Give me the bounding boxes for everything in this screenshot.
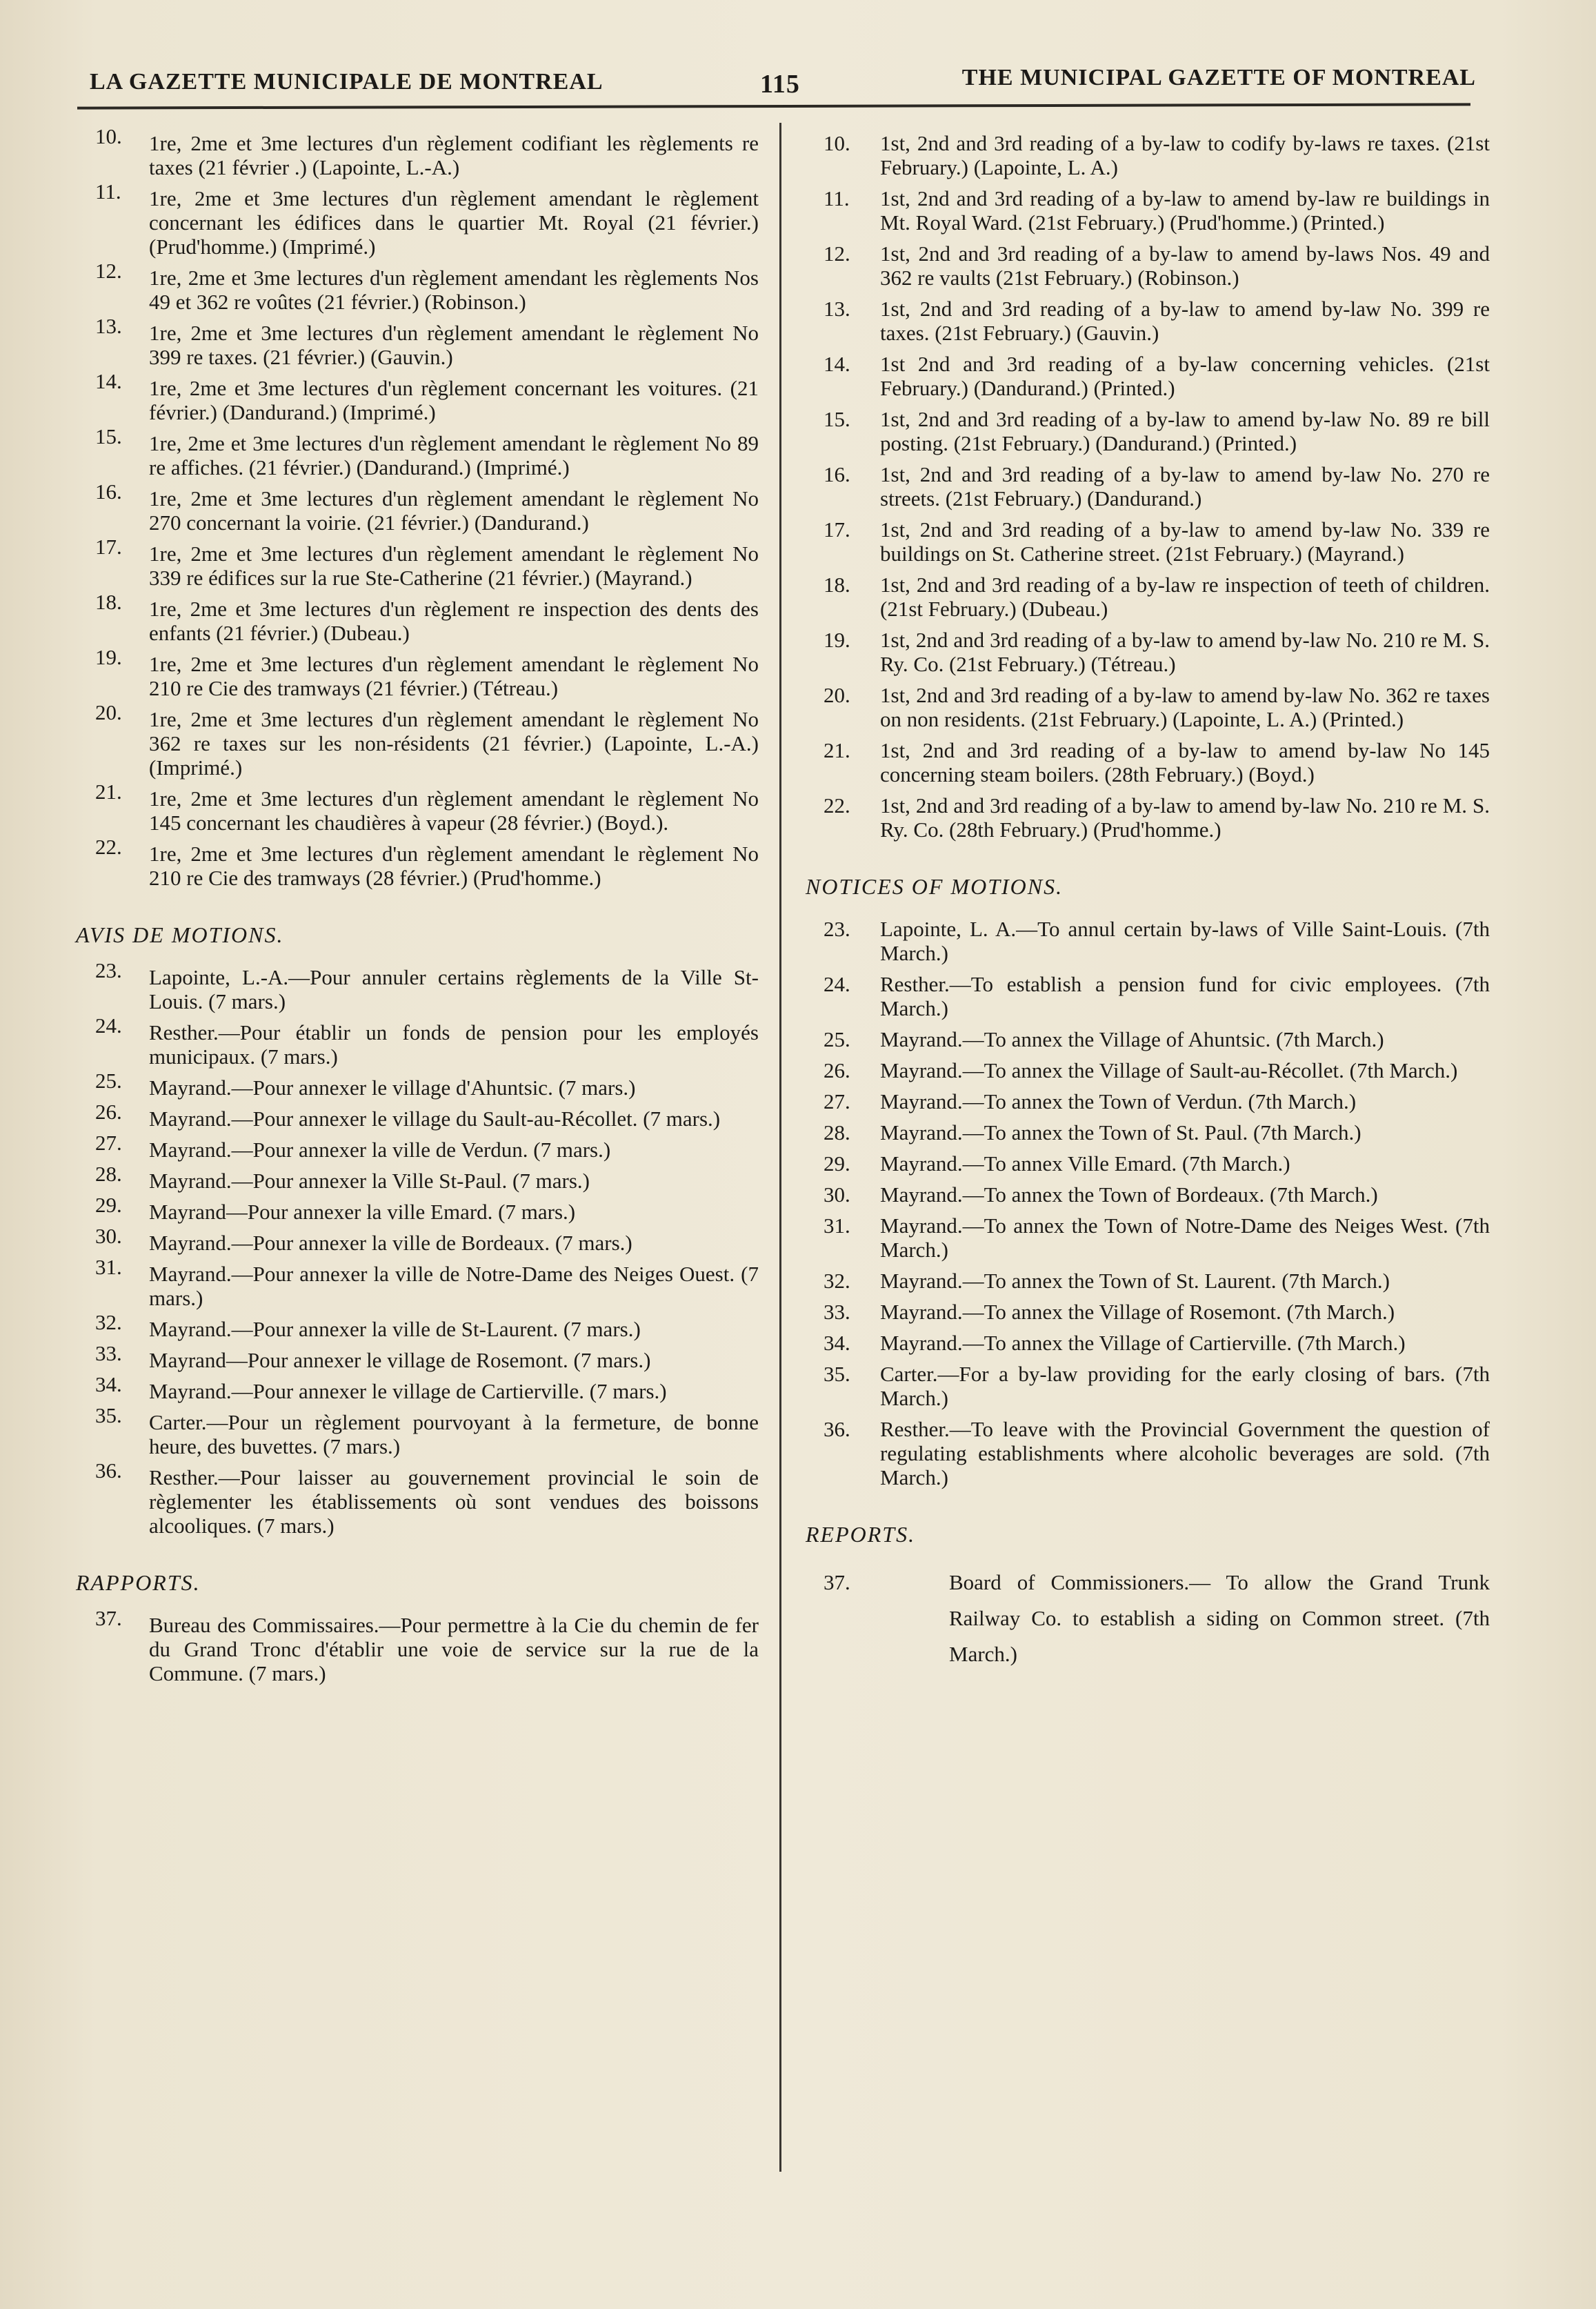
list-item: 35. Carter.—Pour un règlement pourvoyant à la fermeture, de bonne heure, des buvettes. (7 mars.)	[95, 1403, 759, 1458]
list-item: 20. 1st, 2nd and 3rd reading of a by-law to amend by-law No. 362 re taxes on non residents. (21st February.) (Lapointe, L. A.) (Printed.)	[824, 683, 1490, 731]
page-header	[90, 63, 1476, 102]
motions-list-fr	[83, 958, 759, 1538]
section-heading-reports-en: REPORTS.	[806, 1522, 916, 1547]
list-item: 18. 1st, 2nd and 3rd reading of a by-law re inspection of teeth of children. (21st February.) (Dubeau.)	[824, 573, 1490, 621]
list-item: 14. 1st 2nd and 3rd reading of a by-law concerning vehicles. (21st February.) (Dandurand.) (Printed.)	[824, 352, 1490, 400]
list-item: 26. Mayrand.—To annex the Village of Sault-au-Récollet. (7th March.)	[824, 1058, 1458, 1082]
column-divider	[779, 123, 781, 2172]
list-item: 12. 1st, 2nd and 3rd reading of a by-law to amend by-laws Nos. 49 and 362 re vaults (21st February.) (Robinson.)	[824, 241, 1490, 290]
list-item: 10. 1st, 2nd and 3rd reading of a by-law to codify by-laws re taxes. (21st February.) (Lapointe, L. A.)	[824, 131, 1490, 179]
list-item: 15. 1st, 2nd and 3rd reading of a by-law to amend by-law No. 89 re bill posting. (21st February.) (Dandurand.) (Printed.)	[824, 407, 1490, 455]
list-item: 32. Mayrand.—Pour annexer la ville de St-Laurent. (7 mars.)	[95, 1310, 641, 1341]
list-item: 26. Mayrand.—Pour annexer le village du Sault-au-Récollet. (7 mars.)	[95, 1100, 721, 1131]
list-item: 16. 1re, 2me et 3me lectures d'un règlement amendant le règlement No 270 concernant la voirie. (21 février.) (Dandurand.)	[95, 479, 759, 535]
list-item: 19. 1re, 2me et 3me lectures d'un règlement amendant le règlement No 210 re Cie des tramways (21 février.) (Tétreau.)	[95, 645, 759, 700]
list-item: 10. 1re, 2me et 3me lectures d'un règlement codifiant les règlements re taxes (21 février .) (Lapointe, L.-A.)	[95, 124, 759, 179]
list-item: 28. Mayrand.—To annex the Town of St. Paul. (7th March.)	[824, 1120, 1361, 1144]
header-rule	[77, 103, 1470, 109]
list-item: 17. 1st, 2nd and 3rd reading of a by-law to amend by-law No. 339 re buildings on St. Catherine street. (21st February.) (Mayrand.)	[824, 517, 1490, 566]
list-item: 21. 1re, 2me et 3me lectures d'un règlement amendant le règlement No 145 concernant les chaudières à vapeur (28 février.) (Boyd.).	[95, 780, 759, 835]
list-item: 34. Mayrand.—To annex the Village of Cartierville. (7th March.)	[824, 1331, 1406, 1355]
list-item: 27. Mayrand.—To annex the Town of Verdun. (7th March.)	[824, 1089, 1357, 1113]
list-item: 25. Mayrand.—Pour annexer le village d'Ahuntsic. (7 mars.)	[95, 1069, 636, 1100]
section-heading-reports-fr: RAPPORTS.	[76, 1570, 201, 1595]
english-column	[806, 131, 1490, 1679]
list-item: 31. Mayrand.—To annex the Town of Notre-Dame des Neiges West. (7th March.)	[824, 1213, 1490, 1262]
list-item: 11. 1st, 2nd and 3rd reading of a by-law to amend by-law re buildings in Mt. Royal Ward. (21st February.) (Prud'homme.) (Printed.)	[824, 186, 1490, 235]
section-heading-motions-fr: AVIS DE MOTIONS.	[76, 922, 284, 947]
page-number: 115	[760, 70, 800, 99]
list-item: 30. Mayrand.—To annex the Town of Bordeaux. (7th March.)	[824, 1182, 1378, 1207]
list-item: 11. 1re, 2me et 3me lectures d'un règlement amendant le règlement concernant les édifices dans le quartier Mt. Royal (21 février.) (Prud'homme.) (Imprimé.)	[95, 179, 759, 259]
list-item: 37. Bureau des Commissaires.—Pour permettre à la Cie du chemin de fer du Grand Tronc d'établir une voie de service sur la rue de la Commune. (7 mars.)	[95, 1606, 759, 1685]
list-item: 30. Mayrand.—Pour annexer la ville de Bordeaux. (7 mars.)	[95, 1224, 632, 1255]
list-item: 24. Resther.—Pour établir un fonds de pension pour les employés municipaux. (7 mars.)	[95, 1013, 759, 1069]
english-title: THE MUNICIPAL GAZETTE OF MONTREAL	[961, 65, 1476, 90]
list-item: 23. Lapointe, L.-A.—Pour annuler certains règlements de la Ville St-Louis. (7 mars.)	[95, 958, 759, 1013]
list-item: 18. 1re, 2me et 3me lectures d'un règlement re inspection des dents des enfants (21 février.) (Dubeau.)	[95, 590, 759, 645]
list-item: 36. Resther.—To leave with the Provincial Government the question of regulating establishments where alcoholic beverages are sold. (7th March.)	[824, 1417, 1490, 1489]
list-item: 27. Mayrand.—Pour annexer la ville de Verdun. (7 mars.)	[95, 1131, 611, 1162]
list-item: 14. 1re, 2me et 3me lectures d'un règlement concernant les voitures. (21 février.) (Dandurand.) (Imprimé.)	[95, 369, 759, 424]
list-item: 32. Mayrand.—To annex the Town of St. Laurent. (7th March.)	[824, 1269, 1390, 1293]
list-item: 33. Mayrand.—To annex the Village of Rosemont. (7th March.)	[824, 1300, 1395, 1324]
list-item: 22. 1st, 2nd and 3rd reading of a by-law to amend by-law No. 210 re M. S. Ry. Co. (28th February.) (Prud'homme.)	[824, 793, 1490, 842]
list-item: 16. 1st, 2nd and 3rd reading of a by-law to amend by-law No. 270 re streets. (21st February.) (Dandurand.)	[824, 462, 1490, 511]
list-item: 35. Carter.—For a by-law providing for the early closing of bars. (7th March.)	[824, 1362, 1490, 1410]
list-item: 37. Board of Commissioners.— To allow the Grand Trunk Railway Co. to establish a siding on Common street. (7th March.)	[824, 1570, 1490, 1666]
list-item: 29. Mayrand.—To annex Ville Emard. (7th March.)	[824, 1151, 1290, 1176]
section-heading-motions-en: NOTICES OF MOTIONS.	[806, 874, 1064, 899]
list-item: 33. Mayrand—Pour annexer le village de Rosemont. (7 mars.)	[95, 1341, 651, 1372]
list-item: 29. Mayrand—Pour annexer la ville Emard. (7 mars.)	[95, 1193, 576, 1224]
readings-list-fr	[83, 124, 759, 890]
list-item: 31. Mayrand.—Pour annexer la ville de Notre-Dame des Neiges Ouest. (7 mars.)	[95, 1255, 759, 1310]
reports-list-fr	[83, 1606, 759, 1685]
list-item: 36. Resther.—Pour laisser au gouvernement provincial le soin de règlementer les établissements où sont vendues des boissons alcooliques. (7 mars.)	[95, 1458, 759, 1538]
list-item: 34. Mayrand.—Pour annexer le village de Cartierville. (7 mars.)	[95, 1372, 667, 1403]
readings-list-en	[814, 131, 1490, 842]
french-title: LA GAZETTE MUNICIPALE DE MONTREAL	[90, 69, 604, 95]
list-item: 24. Resther.—To establish a pension fund for civic employees. (7th March.)	[824, 972, 1490, 1020]
list-item: 13. 1re, 2me et 3me lectures d'un règlement amendant le règlement No 399 re taxes. (21 février.) (Gauvin.)	[95, 314, 759, 369]
list-item: 22. 1re, 2me et 3me lectures d'un règlement amendant le règlement No 210 re Cie des tramways (28 février.) (Prud'homme.)	[95, 835, 759, 890]
list-item: 28. Mayrand.—Pour annexer la Ville St-Paul. (7 mars.)	[95, 1162, 590, 1193]
motions-list-en	[814, 917, 1490, 1489]
list-item: 21. 1st, 2nd and 3rd reading of a by-law to amend by-law No 145 concerning steam boilers. (28th February.) (Boyd.)	[824, 738, 1490, 786]
list-item: 17. 1re, 2me et 3me lectures d'un règlement amendant le règlement No 339 re édifices sur la rue Ste-Catherine (21 février.) (Mayrand.)	[95, 535, 759, 590]
list-item: 13. 1st, 2nd and 3rd reading of a by-law to amend by-law No. 399 re taxes. (21st February.) (Gauvin.)	[824, 297, 1490, 345]
list-item: 20. 1re, 2me et 3me lectures d'un règlement amendant le règlement No 362 re taxes sur les non-résidents (21 février.) (Lapointe, L.-A.) (Imprimé.)	[95, 700, 759, 780]
list-item: 25. Mayrand.—To annex the Village of Ahuntsic. (7th March.)	[824, 1027, 1384, 1051]
french-column	[76, 124, 759, 1692]
list-item: 19. 1st, 2nd and 3rd reading of a by-law to amend by-law No. 210 re M. S. Ry. Co. (21st February.) (Tétreau.)	[824, 628, 1490, 676]
list-item: 15. 1re, 2me et 3me lectures d'un règlement amendant le règlement No 89 re affiches. (21 février.) (Dandurand.) (Imprimé.)	[95, 424, 759, 479]
list-item: 23. Lapointe, L. A.—To annul certain by-laws of Ville Saint-Louis. (7th March.)	[824, 917, 1490, 965]
reports-list-en	[814, 1565, 1490, 1672]
list-item: 12. 1re, 2me et 3me lectures d'un règlement amendant les règlements Nos 49 et 362 re voûtes (21 février.) (Robinson.)	[95, 259, 759, 314]
